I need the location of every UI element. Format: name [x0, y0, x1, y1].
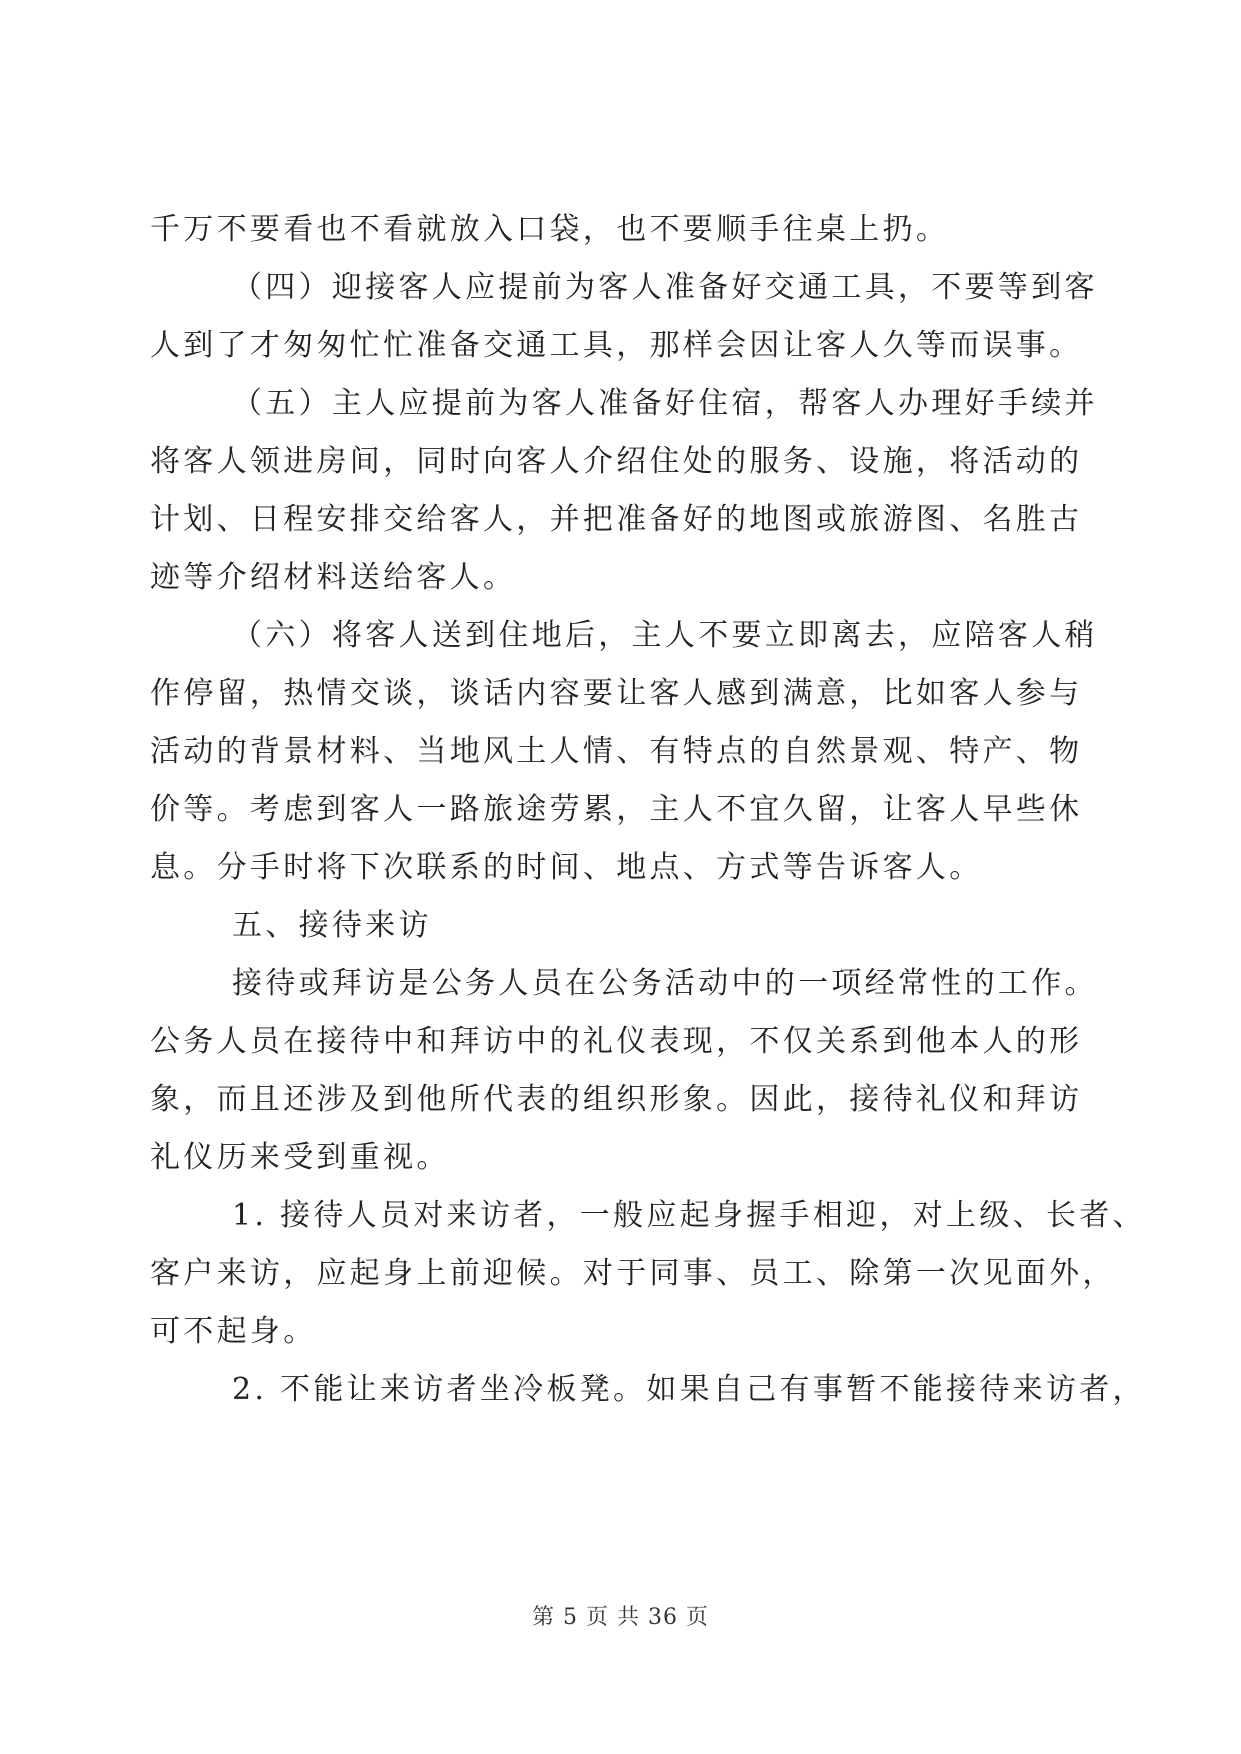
text-line: 公务人员在接待中和拜访中的礼仪表现，不仅关系到他本人的形 — [150, 1024, 1083, 1059]
section-heading: 五、接待来访 — [232, 908, 432, 943]
text-line: （四）迎接客人应提前为客人准备好交通工具，不要等到客 — [232, 270, 1098, 305]
text-line: 象，而且还涉及到他所代表的组织形象。因此，接待礼仪和拜访 — [150, 1082, 1083, 1117]
text-line: （五）主人应提前为客人准备好住宿，帮客人办理好手续并 — [232, 386, 1098, 421]
page-number-footer: 第 5 页 共 36 页 — [532, 1605, 709, 1630]
text-line: 接待或拜访是公务人员在公务活动中的一项经常性的工作。 — [232, 966, 1098, 1001]
text-line: 千万不要看也不看就放入口袋，也不要顺手往桌上扔。 — [150, 212, 950, 247]
text-line: 迹等介绍材料送给客人。 — [150, 560, 517, 595]
text-line: 礼仪历来受到重视。 — [150, 1140, 450, 1175]
text-line: 活动的背景材料、当地风土人情、有特点的自然景观、特产、物 — [150, 734, 1083, 769]
text-line: 作停留，热情交谈，谈话内容要让客人感到满意，比如客人参与 — [150, 676, 1083, 711]
text-line: 1. 接待人员对来访者，一般应起身握手相迎，对上级、长者、 — [232, 1198, 1146, 1233]
text-line: 价等。考虑到客人一路旅途劳累，主人不宜久留，让客人早些休 — [150, 792, 1083, 827]
text-line: 息。分手时将下次联系的时间、地点、方式等告诉客人。 — [150, 850, 983, 885]
text-line: 计划、日程安排交给客人，并把准备好的地图或旅游图、名胜古 — [150, 502, 1083, 537]
text-line: 2. 不能让来访者坐冷板凳。如果自己有事暂不能接待来访者， — [232, 1372, 1146, 1407]
text-line: 人到了才匆匆忙忙准备交通工具，那样会因让客人久等而误事。 — [150, 328, 1083, 363]
text-line: 将客人领进房间，同时向客人介绍住处的服务、设施，将活动的 — [150, 444, 1083, 479]
text-line: 可不起身。 — [150, 1314, 317, 1349]
text-line: 客户来访，应起身上前迎候。对于同事、员工、除第一次见面外， — [150, 1256, 1116, 1291]
text-line: （六）将客人送到住地后，主人不要立即离去，应陪客人稍 — [232, 618, 1098, 653]
